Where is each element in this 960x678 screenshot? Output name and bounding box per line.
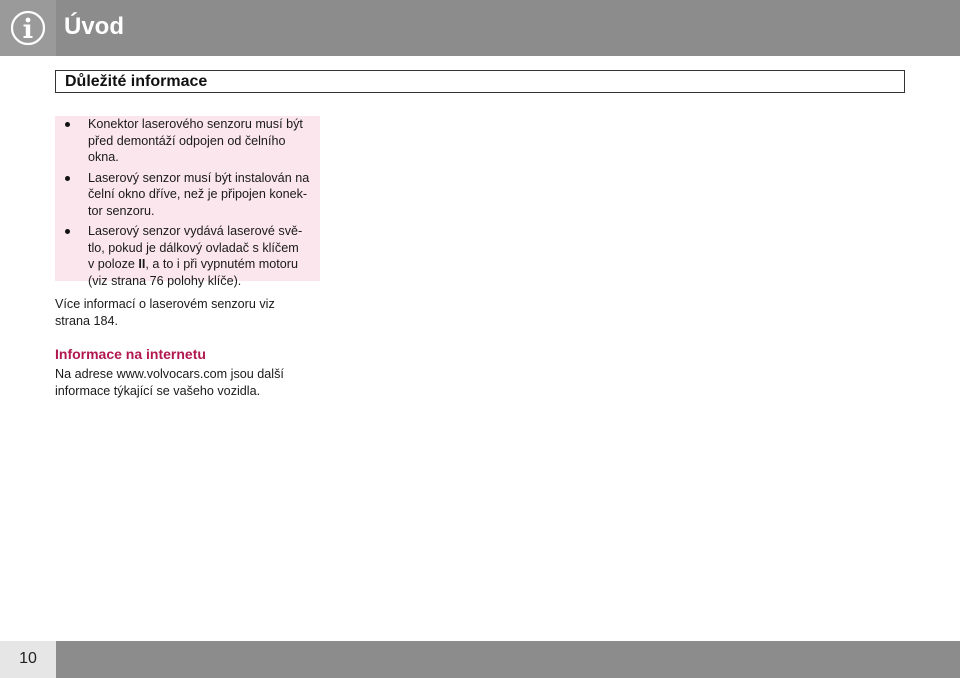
warning-line: (viz strana 76 polohy klíče). xyxy=(88,273,242,288)
warning-text: v poloze xyxy=(88,257,139,271)
page-title: Úvod xyxy=(64,13,124,40)
warning-line: okna. xyxy=(88,150,119,164)
warning-box xyxy=(55,116,320,288)
warning-list xyxy=(55,116,320,289)
header-icon-cell xyxy=(0,0,56,56)
more-info-line: Více informací o laserovém senzoru viz xyxy=(55,297,275,311)
page-number: 10 xyxy=(19,650,37,667)
warning-item xyxy=(55,223,320,289)
warning-line: čelní okno dříve, než je připojen konek- xyxy=(88,187,308,201)
warning-line: Laserový senzor vydává laserové svě- xyxy=(88,224,303,238)
more-info-line: strana 184. xyxy=(55,313,119,328)
warning-item xyxy=(55,170,320,220)
section-title-box xyxy=(55,70,905,93)
info-icon xyxy=(10,10,46,46)
warning-text: , a to i při vypnutém motoru xyxy=(145,257,298,271)
internet-line: informace týkající se vašeho vozidla. xyxy=(55,383,261,398)
page-number-cell xyxy=(0,641,56,678)
warning-line: tlo, pokud je dálkový ovladač s klíčem xyxy=(88,240,299,255)
more-info-paragraph xyxy=(55,296,335,329)
internet-line: Na adrese www.volvocars.com jsou další xyxy=(55,367,284,381)
bullet-icon xyxy=(65,176,70,181)
warning-line: Laserový senzor musí být instalován na xyxy=(88,170,310,185)
internet-paragraph xyxy=(55,366,335,399)
warning-line: tor senzoru. xyxy=(88,203,155,218)
page-header xyxy=(0,0,960,56)
warning-item xyxy=(55,116,320,166)
key-position: II xyxy=(138,257,146,271)
internet-heading: Informace na internetu xyxy=(55,346,206,362)
bullet-icon xyxy=(65,229,70,234)
warning-line xyxy=(88,256,320,273)
bullet-icon xyxy=(65,122,70,127)
warning-line: před demontáží odpojen od čelního xyxy=(88,133,286,148)
footer-bar xyxy=(56,641,960,678)
warning-line: Konektor laserového senzoru musí být xyxy=(88,117,303,131)
section-title: Důležité informace xyxy=(65,73,208,90)
